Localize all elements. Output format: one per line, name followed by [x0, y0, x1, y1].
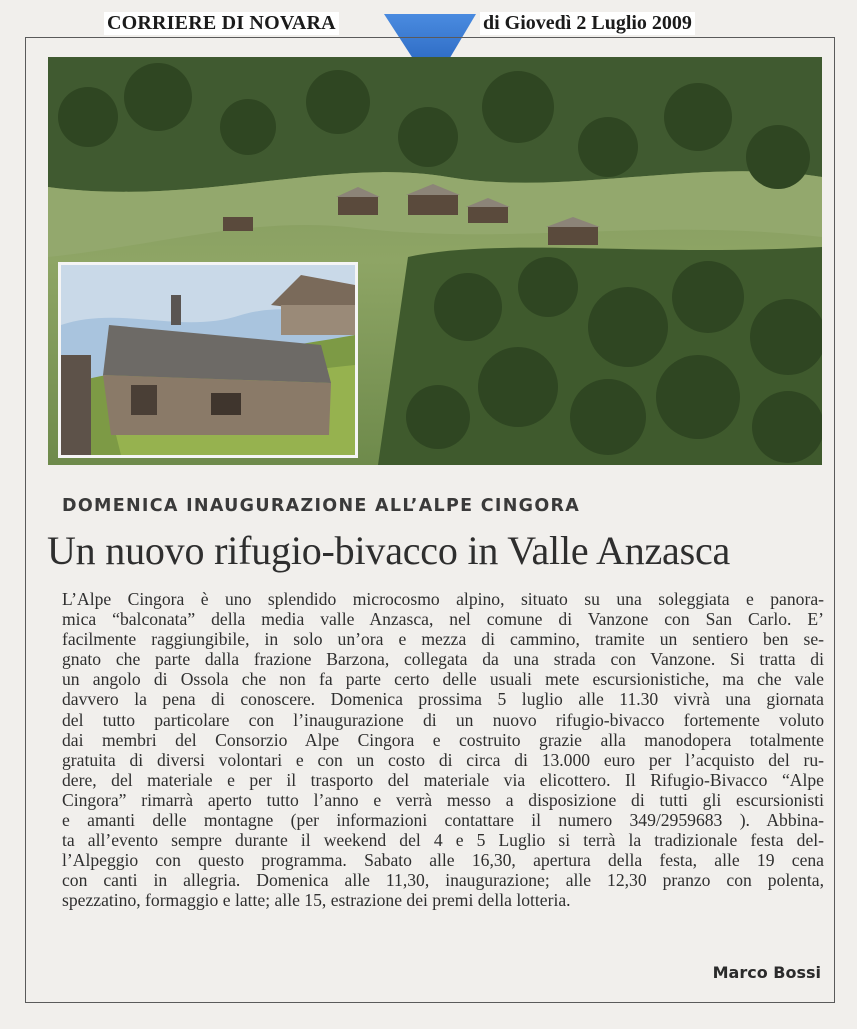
- article-body-line: L’Alpe Cingora è uno splendido microcosmo alpino, situato su una soleggiata e panora-: [62, 589, 824, 609]
- article-body-line: facilmente raggiungibile, in solo un’ora e mezza di cammino, tramite un sentiero ben se-: [62, 629, 824, 650]
- article-body: [62, 589, 824, 911]
- article-body-line: con canti in allegria. Domenica alle 11,30, inaugurazione; alle 12,30 pranzo con polenta,: [62, 870, 824, 891]
- article-body-line: dere, del materiale e per il trasporto del materiale via elicottero. Il Rifugio-Bivacco “Alpe: [62, 769, 824, 790]
- article-body-line: del tutto particolare con l’inaugurazione di un nuovo rifugio-bivacco fortemente voluto: [62, 709, 824, 730]
- publication-date: di Giovedì 2 Luglio 2009: [480, 12, 695, 35]
- inset-photo-rifugio: [58, 262, 358, 458]
- article-kicker: DOMENICA INAUGURAZIONE ALL’ALPE CINGORA: [62, 496, 581, 516]
- article-body-line: dai membri del Consorzio Alpe Cingora e costruito grazie alla manodopera totalmente: [62, 729, 824, 750]
- article-body-line: un angolo di Ossola che non fa parte certo delle usuali mete escursionistiche, ma che vale: [62, 669, 824, 690]
- article-body-line: ta all’evento sempre durante il weekend del 4 e 5 Luglio si terrà la tradizionale festa del-: [62, 830, 824, 851]
- article-body-line: gnato che parte dalla frazione Barzona, collegata da una strada con Vanzone. Si tratta di: [62, 649, 824, 670]
- article-body-line: gratuita di diversi volontari e con un costo di circa di 13.000 euro per l’acquisto del ru-: [62, 749, 824, 770]
- article-body-line: davvero la pena di conoscere. Domenica prossima 5 luglio alle 11.30 vivrà una giornata: [62, 689, 824, 710]
- article-byline: Marco Bossi: [712, 963, 821, 982]
- article-body-line: Cingora” rimarrà aperto tutto l’anno e verrà messo a disposizione di tutti gli escursionisti: [62, 789, 824, 810]
- newspaper-name: CORRIERE DI NOVARA: [104, 12, 339, 35]
- article-body-line: l’Alpeggio con questo programma. Sabato alle 16,30, apertura della festa, alle 19 cena: [62, 850, 824, 871]
- article-body-line: spezzatino, formaggio e latte; alle 15, estrazione dei premi della lotteria.: [62, 890, 571, 911]
- article-headline: Un nuovo rifugio-bivacco in Valle Anzasca: [47, 528, 731, 573]
- article-body-line: mica “balconata” della media valle Anzasca, nel comune di Vanzone con San Carlo. E’: [62, 609, 824, 630]
- article-body-line: e amanti delle montagne (per informazioni contattare il numero 349/2959683 ). Abbina-: [62, 810, 824, 831]
